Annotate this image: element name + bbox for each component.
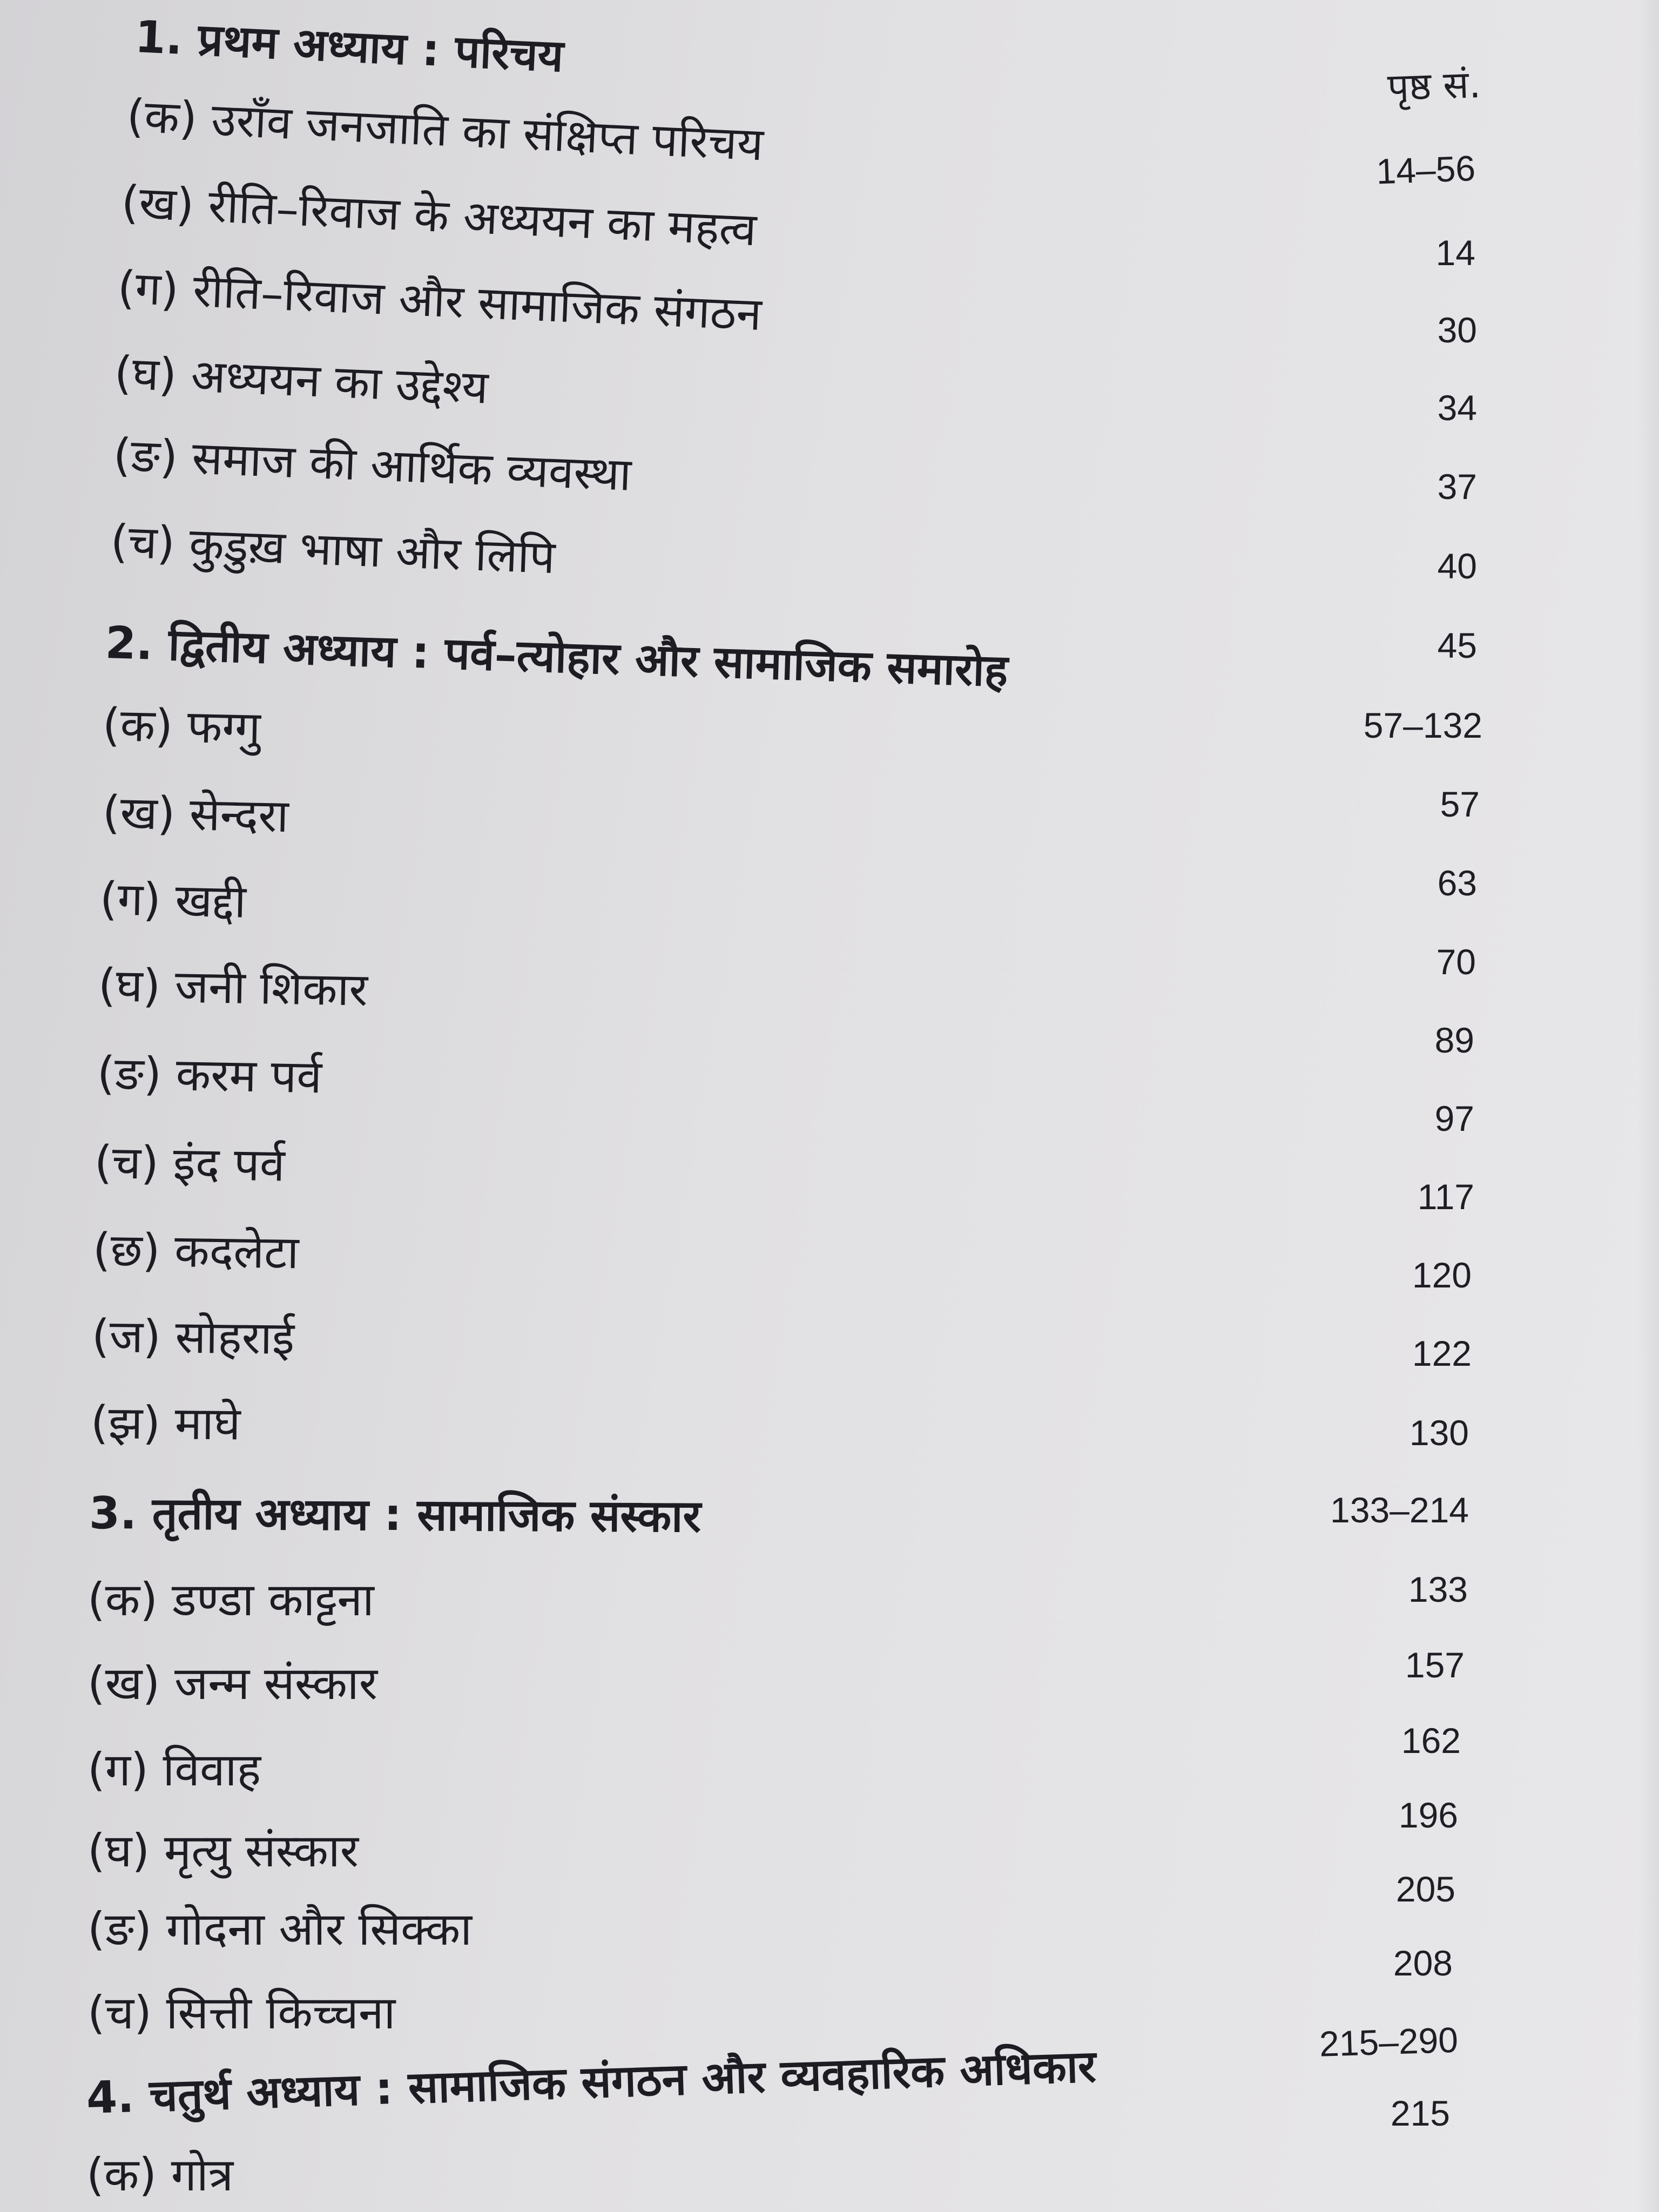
chapter-2-item: (ज) सोहराई: [91, 1310, 295, 1365]
page-number: 70: [1436, 942, 1476, 982]
chapter-4-page-range: 215–290: [1318, 2019, 1459, 2064]
page-number: 120: [1412, 1255, 1472, 1295]
chapter-3-item: (ङ) गोदना और सिक्का: [87, 1903, 473, 1955]
chapter-1-item: (घ) अध्ययन का उद्देश्य: [113, 346, 489, 414]
chapter-1-item: (ग) रीति–रिवाज और सामाजिक संगठन: [116, 261, 763, 341]
chapter-2-item: (ङ) करम पर्व: [97, 1047, 322, 1104]
chapter-2-item: (ख) सेन्दरा: [102, 786, 289, 843]
chapter-2-item: (च) इंद पर्व: [94, 1136, 286, 1192]
chapter-1-page-range: 14–56: [1375, 148, 1476, 192]
page-number: 205: [1395, 1869, 1455, 1909]
page-number: 122: [1412, 1333, 1472, 1373]
page-number: 14: [1435, 233, 1475, 273]
page-number: 89: [1434, 1020, 1474, 1060]
page-number: 97: [1434, 1098, 1474, 1138]
chapter-3-page-range: 133–214: [1330, 1490, 1469, 1530]
page-number: 133: [1408, 1569, 1468, 1609]
chapter-1-item: (च) कुडुख़ भाषा और लिपि: [110, 515, 556, 584]
chapter-3-title: 3. तृतीय अध्याय : सामाजिक संस्कार: [89, 1488, 702, 1542]
chapter-2-item: (ग) खद्दी: [99, 872, 247, 928]
page-number: 215: [1390, 2093, 1450, 2133]
page-number: 37: [1437, 467, 1477, 507]
chapter-3-item: (क) डण्डा काट्टना: [87, 1573, 374, 1626]
page-number: 196: [1398, 1795, 1458, 1835]
chapter-2-item: (झ) माघे: [90, 1396, 241, 1451]
page-number: 40: [1437, 546, 1477, 586]
chapter-2-title: 2. द्वितीय अध्याय : पर्व–त्योहार और सामाजिक समारोह: [104, 617, 1009, 697]
page-number: 130: [1409, 1413, 1469, 1453]
chapter-1-item: (ख) रीति–रिवाज के अध्ययन का महत्व: [120, 176, 758, 257]
page-number: 57: [1440, 784, 1480, 824]
page-number: 63: [1437, 863, 1477, 903]
page-number: 34: [1437, 388, 1477, 428]
chapter-1-item: (क) उराँव जनजाति का संक्षिप्त परिचय: [125, 89, 765, 171]
chapter-3-item: (ख) जन्म संस्कार: [87, 1657, 378, 1710]
chapter-3-item: (च) सित्ती किच्चना: [87, 1986, 396, 2039]
page-number-column-header: पृष्ठ सं.: [1386, 62, 1482, 110]
chapter-1-title: 1. प्रथम अध्याय : परिचय: [133, 11, 565, 82]
page-number: 208: [1393, 1943, 1453, 1983]
page-number: 45: [1437, 625, 1477, 665]
page-number: 157: [1405, 1645, 1465, 1685]
page-number: 30: [1437, 310, 1477, 350]
chapter-2-page-range: 57–132: [1363, 705, 1482, 745]
chapter-2-item: (घ) जनी शिकार: [98, 959, 368, 1016]
page-number: 162: [1401, 1721, 1461, 1761]
chapter-4-item: (क) गोत्र: [86, 2148, 234, 2201]
chapter-4-title: 4. चतुर्थ अध्याय : सामाजिक संगठन और व्यवहारिक अधिकार: [85, 2041, 1097, 2124]
chapter-2-item: (क) फग्गु: [102, 698, 261, 755]
chapter-3-item: (ग) विवाह: [87, 1743, 261, 1796]
chapter-2-item: (छ) कदलेटा: [92, 1223, 299, 1279]
chapter-1-item: (ङ) समाज की आर्थिक व्यवस्था: [112, 428, 632, 501]
page-number: 117: [1417, 1177, 1474, 1217]
chapter-3-item: (घ) मृत्यु संस्कार: [87, 1824, 359, 1877]
